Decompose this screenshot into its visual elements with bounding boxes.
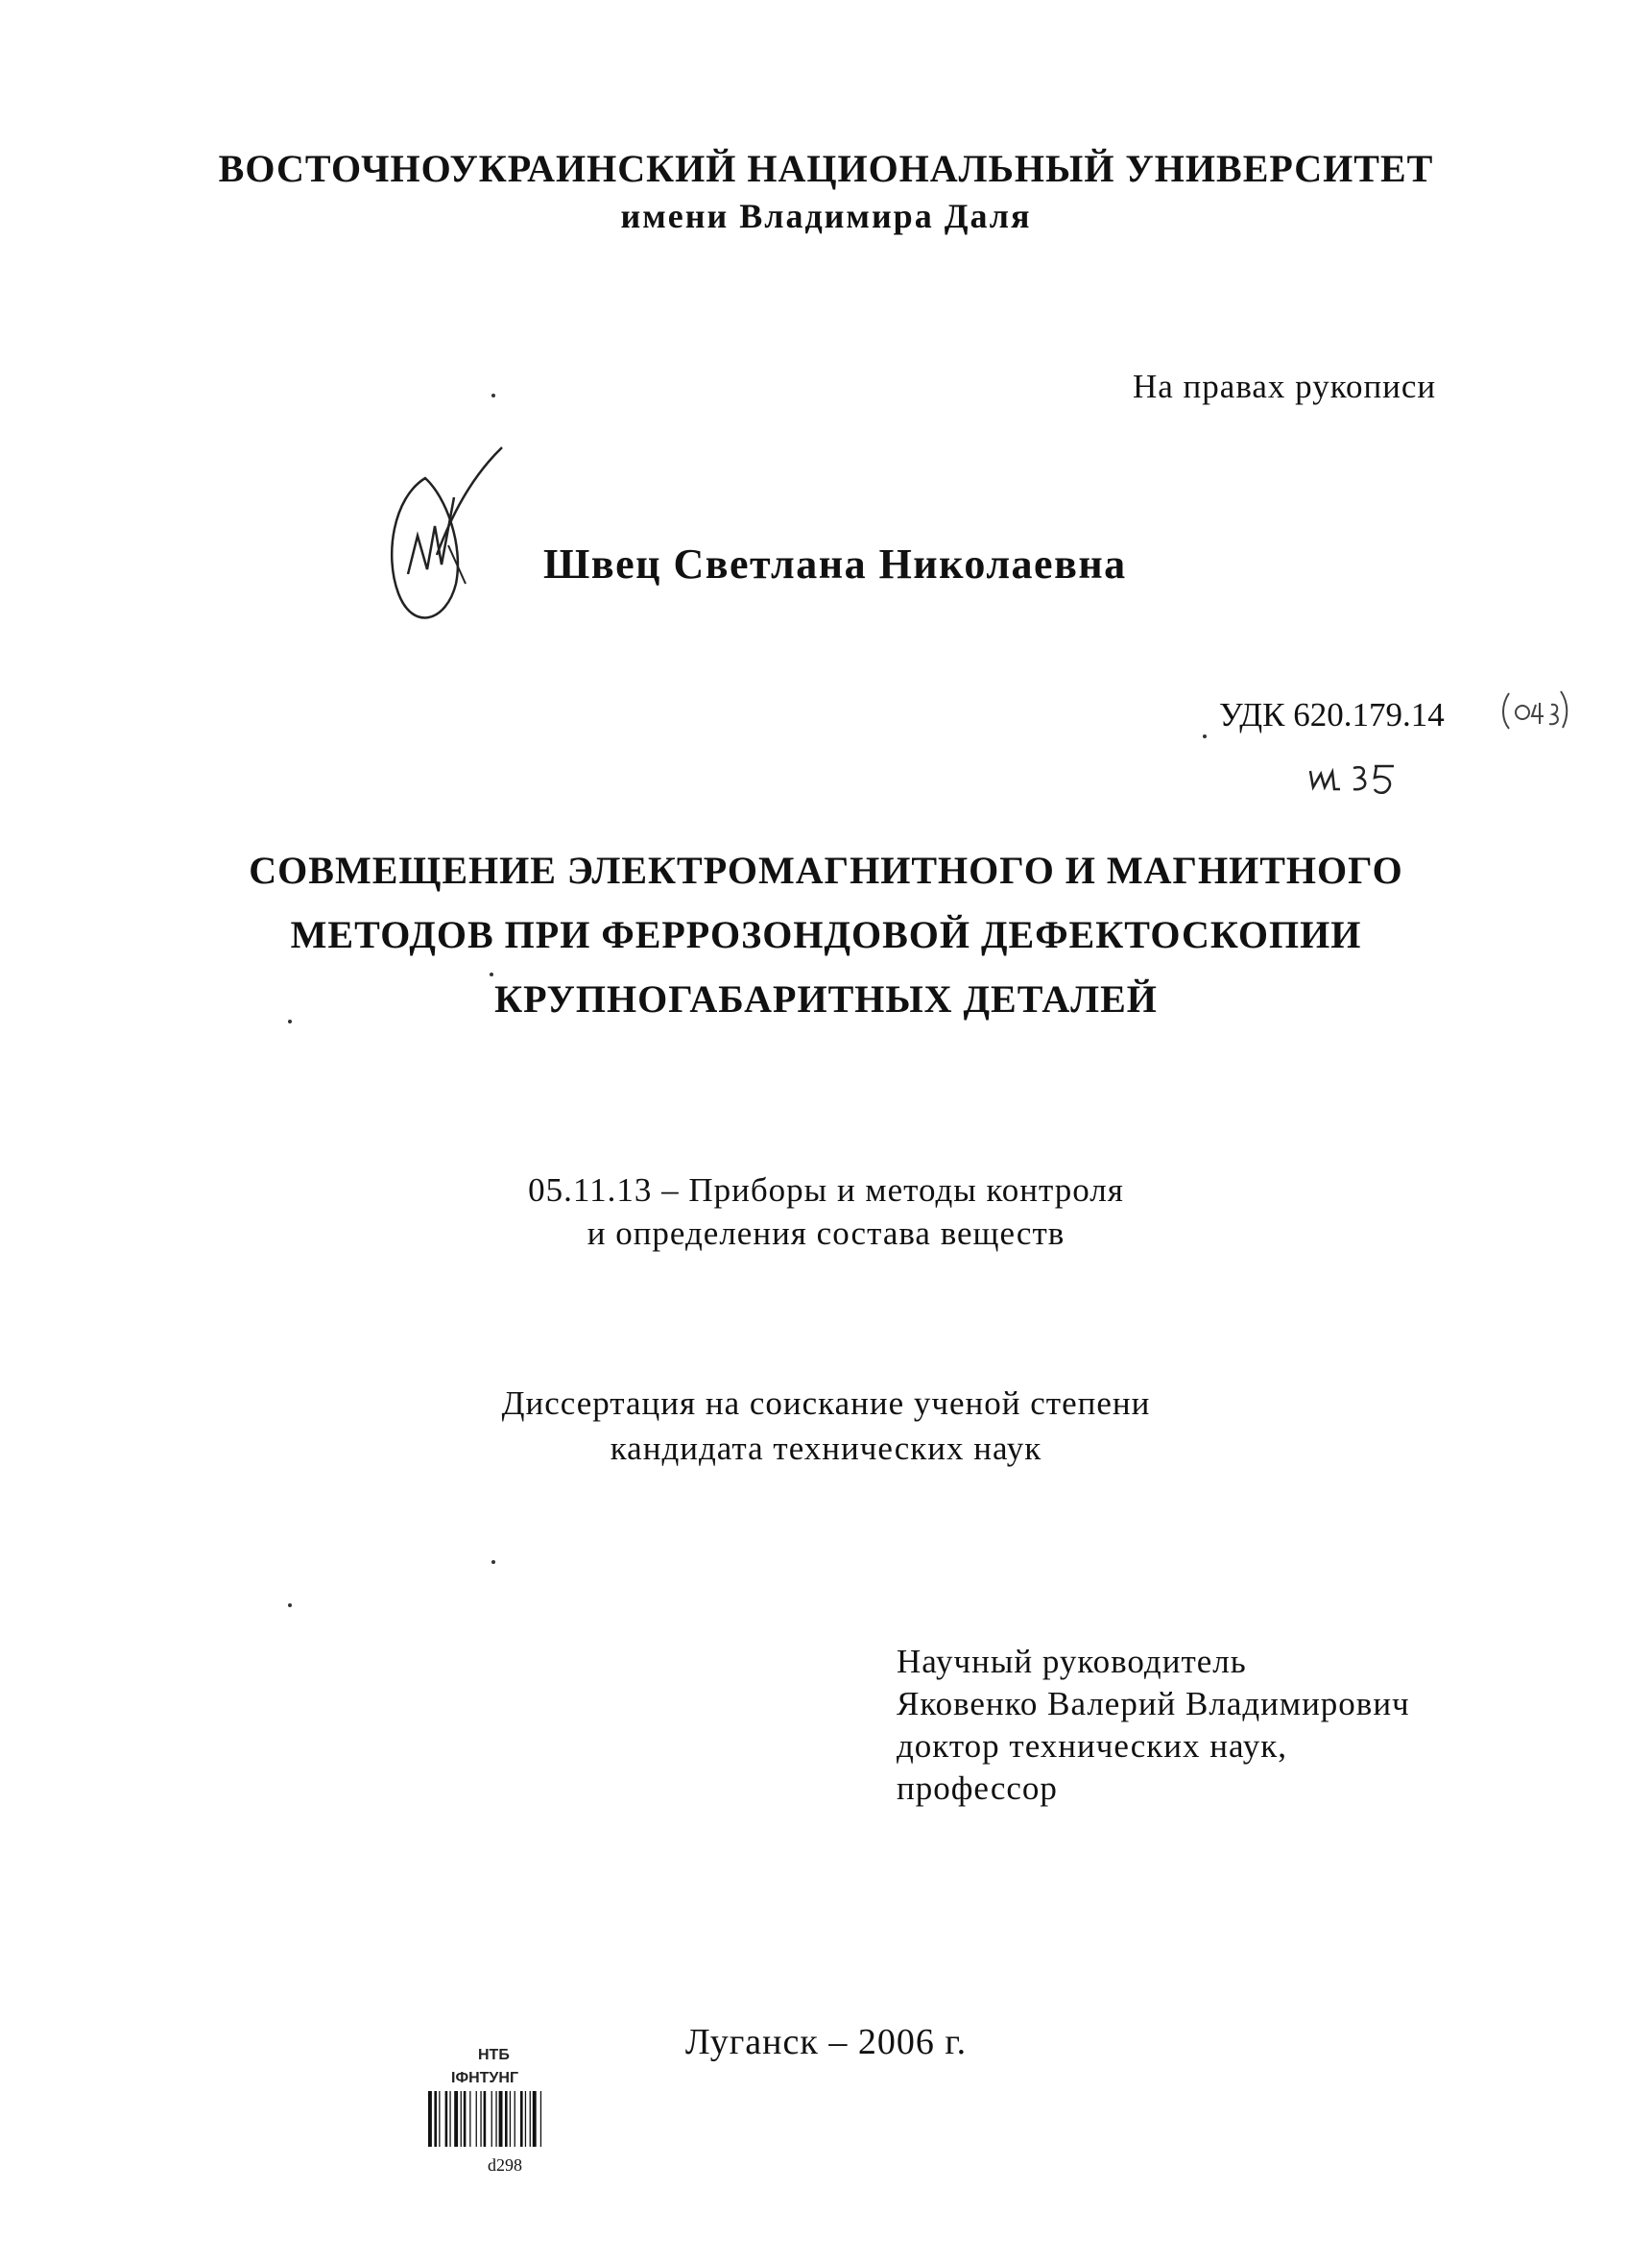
barcode-bar: [454, 2091, 458, 2147]
signature-image: [379, 440, 514, 646]
barcode-bar: [520, 2091, 523, 2147]
handwritten-library-code: [1305, 757, 1401, 800]
barcode-bar: [525, 2091, 526, 2147]
barcode-bar: [428, 2091, 432, 2147]
barcode-bar: [540, 2091, 541, 2147]
barcode-bar: [434, 2091, 437, 2147]
scan-speck: [288, 1020, 292, 1023]
barcode-bar: [505, 2091, 508, 2147]
barcode-bar: [510, 2091, 511, 2147]
dissertation-degree: [0, 1381, 1652, 1471]
scan-speck: [491, 394, 495, 397]
scan-speck: [1203, 734, 1207, 738]
barcode-bar: [469, 2091, 470, 2147]
barcode-bar: [476, 2091, 477, 2147]
barcode-bar: [439, 2091, 440, 2147]
specialty-line: 05.11.13 – Приборы и методы контроля: [528, 1171, 1124, 1209]
manuscript-note: На правах рукописи: [1133, 368, 1437, 405]
supervisor-line: доктор технических наук,: [897, 1727, 1288, 1765]
barcode-bar: [449, 2091, 450, 2147]
barcode-bar: [445, 2091, 448, 2147]
barcode-bar: [480, 2091, 481, 2147]
udk-code: УДК 620.179.14: [1219, 696, 1445, 734]
specialty: [0, 1168, 1652, 1255]
degree-line: Диссертация на соискание ученой степени: [501, 1384, 1151, 1422]
scan-speck: [490, 973, 493, 976]
degree-line: кандидата технических наук: [610, 1430, 1042, 1467]
author-name: Швец Светлана Николаевна: [543, 541, 1127, 588]
supervisor-line: Яковенко Валерий Владимирович: [897, 1685, 1410, 1722]
title-line: МЕТОДОВ ПРИ ФЕРРОЗОНДОВОЙ ДЕФЕКТОСКОПИИ: [290, 913, 1362, 956]
stamp-code: d298: [488, 2155, 522, 2175]
handwritten-udk-suffix: [1501, 686, 1568, 734]
barcode-bar: [461, 2091, 462, 2147]
title-line: КРУПНОГАБАРИТНЫХ ДЕТАЛЕЙ: [494, 977, 1158, 1021]
place-year: Луганск – 2006 г.: [684, 2022, 968, 2062]
barcode-bar: [499, 2091, 503, 2147]
university-name: ВОСТОЧНОУКРАИНСКИЙ НАЦИОНАЛЬНЫЙ УНИВЕРСИТЕТ: [218, 147, 1434, 190]
barcode-bar: [484, 2091, 487, 2147]
scan-speck: [491, 1560, 495, 1564]
barcode-bar: [491, 2091, 492, 2147]
supervisor-line: Научный руководитель: [897, 1643, 1247, 1680]
barcode-bar: [464, 2091, 467, 2147]
barcode-bar: [533, 2091, 537, 2147]
title-line: СОВМЕЩЕНИЕ ЭЛЕКТРОМАГНИТНОГО И МАГНИТНОГО: [249, 849, 1403, 892]
scan-speck: [288, 1603, 292, 1607]
stamp-line-2: ІФНТУНГ: [451, 2070, 519, 2086]
stamp-line-1: НТБ: [478, 2047, 510, 2063]
barcode-bar: [530, 2091, 531, 2147]
specialty-line: и определения состава веществ: [587, 1215, 1065, 1252]
barcode-icon: [426, 2091, 587, 2147]
university-named-after: имени Владимира Даля: [620, 197, 1032, 235]
supervisor-block: [897, 1641, 1410, 1810]
barcode-bar: [495, 2091, 496, 2147]
dissertation-title: [0, 838, 1652, 1031]
supervisor-line: профессор: [897, 1769, 1058, 1807]
